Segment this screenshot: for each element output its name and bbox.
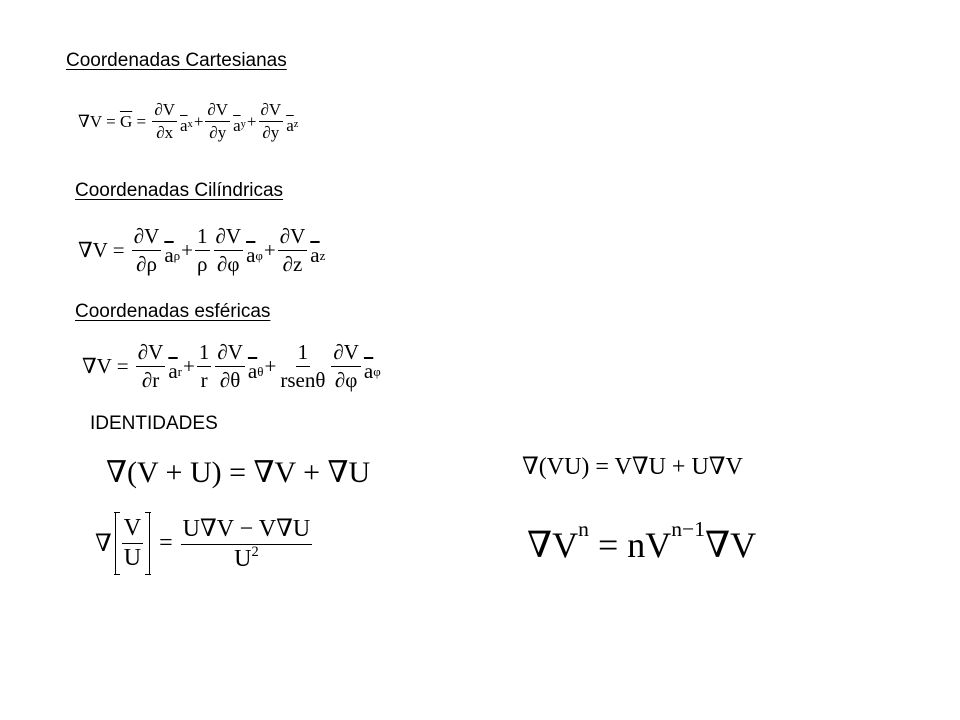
fraction-denominator: ρ	[197, 252, 208, 276]
equation-cylindrical	[78, 224, 326, 277]
heading-identities: IDENTIDADES	[90, 413, 218, 434]
plus-sign: +	[246, 111, 257, 131]
fraction-dv-dy-2	[259, 100, 284, 143]
power-rhs: ∇V	[705, 525, 757, 565]
power-mid: = nV	[588, 525, 672, 565]
heading-spherical: Coordenadas esféricas	[75, 301, 271, 322]
equation-spherical	[82, 340, 382, 393]
unit-vector-phi: $\overline{a}$ φ	[363, 359, 381, 384]
fraction-numerator: ∂V	[214, 224, 244, 251]
identity-quotient	[95, 512, 314, 575]
equation-cartesian	[78, 100, 299, 143]
fraction-denominator: rsenθ	[280, 368, 326, 392]
fraction-numerator: 1	[195, 224, 210, 251]
fraction-numerator: ∂V	[132, 224, 162, 251]
fraction-denominator: ∂φ	[217, 252, 240, 276]
identity-product	[522, 452, 743, 481]
fraction-denominator: $U^2$	[234, 543, 259, 572]
plus-sign: +	[181, 238, 194, 262]
fraction-dv-dtheta	[215, 340, 245, 393]
square-bracket	[115, 512, 150, 575]
fraction-denominator: ∂θ	[219, 368, 241, 392]
unit-vector-phi: $\overline{a}$ φ	[246, 243, 263, 268]
fraction-one-over-rsentheta	[278, 340, 327, 393]
fraction-denominator: r	[200, 368, 208, 392]
fraction-v-over-u	[122, 515, 143, 572]
fraction-denominator: ∂y	[209, 123, 227, 142]
fraction-denominator: U	[123, 545, 142, 571]
fraction-numerator: ∂V	[136, 340, 166, 367]
eq-equals: =	[132, 111, 151, 131]
fraction-quotient-rule	[181, 514, 313, 573]
unit-vector-rho: $\overline{a}$ ρ	[164, 243, 181, 268]
fraction-denominator: ∂ρ	[136, 252, 157, 276]
fraction-denominator: ∂x	[156, 123, 174, 142]
fraction-numerator: ∂V	[331, 340, 361, 367]
plus-sign: +	[193, 111, 204, 131]
identity-sum	[106, 455, 370, 490]
fraction-dv-drho	[132, 224, 162, 277]
fraction-denominator: ∂φ	[334, 368, 358, 392]
fraction-numerator: ∂V	[205, 100, 230, 122]
unit-vector-theta: $\overline{a}$ θ	[247, 359, 264, 384]
fraction-numerator: 1	[197, 340, 212, 367]
power-lhs: ∇V	[527, 525, 579, 565]
fraction-one-over-r	[197, 340, 212, 393]
fraction-dv-dz	[278, 224, 308, 277]
fraction-denominator: ∂y	[262, 123, 280, 142]
nabla-symbol: ∇	[95, 531, 112, 557]
fraction-denominator: ∂r	[141, 368, 160, 392]
eq-lhs: ∇V =	[82, 354, 134, 378]
identity-sum-text: ∇(V + U) = ∇V + ∇U	[106, 456, 371, 489]
fraction-numerator: 1	[296, 340, 311, 367]
fraction-dv-dx	[152, 100, 177, 143]
fraction-numerator: ∂V	[259, 100, 284, 122]
unit-vector-z: $\overline{a}$ z	[310, 243, 326, 268]
plus-sign: +	[263, 238, 276, 262]
eq-equals: =	[153, 530, 179, 556]
power-exponent-n-minus-1: n−1	[671, 517, 706, 542]
eq-lhs: ∇V =	[78, 111, 120, 131]
fraction-numerator: ∂V	[152, 100, 177, 122]
heading-cylindrical: Coordenadas Cilíndricas	[75, 180, 284, 201]
fraction-numerator: ∂V	[215, 340, 245, 367]
power-exponent-n: n	[578, 517, 589, 542]
fraction-dv-dphi	[214, 224, 244, 277]
fraction-one-over-rho	[195, 224, 210, 277]
eq-g-vector: $\overline{G}$	[119, 111, 133, 131]
unit-vector-z: $\overline{a}$ z	[286, 115, 299, 135]
fraction-dv-dphi	[331, 340, 361, 393]
plus-sign: +	[183, 354, 195, 378]
fraction-dv-dy	[205, 100, 230, 143]
fraction-numerator: V	[122, 515, 143, 544]
fraction-denominator: ∂z	[282, 252, 303, 276]
eq-lhs: ∇V =	[78, 238, 130, 262]
fraction-numerator: U∇V − V∇U	[181, 514, 313, 545]
plus-sign: +	[264, 354, 277, 378]
unit-vector-y: $\overline{a}$ y	[233, 115, 246, 135]
unit-vector-x: $\overline{a}$ x	[180, 115, 193, 135]
identity-product-text: ∇(VU) = V∇U + U∇V	[522, 454, 743, 480]
fraction-numerator: ∂V	[278, 224, 308, 251]
identity-power	[527, 517, 757, 566]
heading-cartesian: Coordenadas Cartesianas	[66, 50, 287, 71]
fraction-dv-dr	[136, 340, 166, 393]
unit-vector-r: $\overline{a}$ r	[168, 359, 183, 384]
